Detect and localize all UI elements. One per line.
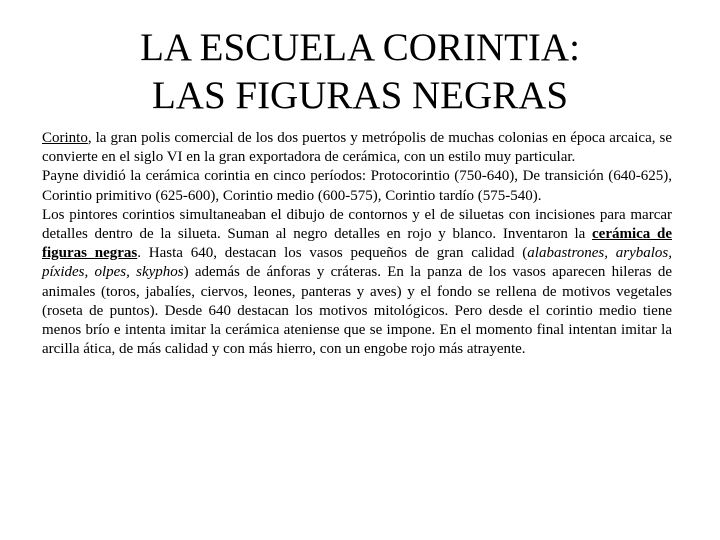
paragraph-3-text-b: . Hasta 640, destacan los vasos pequeños de gran calidad ( [137, 245, 528, 262]
paragraph-payne [42, 167, 672, 205]
term-corinto: Corinto [42, 130, 88, 146]
paragraph-1-text: , la gran polis comercial de los dos puertos y metrópolis de muchas colonias en época arcaica, se convierte en el siglo VI en la gran exportadora de cerámica, con un estilo muy particular. [42, 130, 672, 166]
title-line-2: LAS FIGURAS NEGRAS [151, 74, 569, 117]
slide-title [40, 24, 680, 120]
term-figuras-negras: cerámica de figuras negras [42, 226, 672, 262]
paragraph-3-text-c: ) además de ánforas y cráteras. En la panza de los vasos aparecen hileras de animales (toros, jabalíes, ciervos, leones, panteras y aves) y el fondo se rellena de motivos vegetales (roseta de puntos). Desde 640 destacan los motivos mitológicos. Pero desde el corintio medio tiene menos brío e intenta imitar la cerámica ateniense que se impone. En el momento final intentan imitar la arcilla ática, de más calidad y con más hierro, con un engobe rojo más atrayente. [42, 264, 673, 358]
paragraph-corinto [42, 129, 672, 167]
paragraph-pintores [42, 206, 672, 360]
paragraph-2-text: Payne dividió la cerámica corintia en cinco períodos: Protocorintio (750-640), De transición (640-625), Corintio primitivo (625-600), Corintio medio (600-575), Corintio tardío (575-540). [42, 168, 672, 204]
slide-body [42, 129, 672, 359]
paragraph-3-text-a: Los pintores corintios simultaneaban el dibujo de contornos y el de siluetas con incisiones para marcar detalles dentro de la silueta. Suman al negro detalles en rojo y blanco. Inventaron la [42, 206, 672, 243]
vase-types-list: alabastrones, arybalos, píxides, olpes, skyphos [42, 245, 672, 281]
title-line-1: LA ESCUELA CORINTIA: [140, 26, 580, 69]
